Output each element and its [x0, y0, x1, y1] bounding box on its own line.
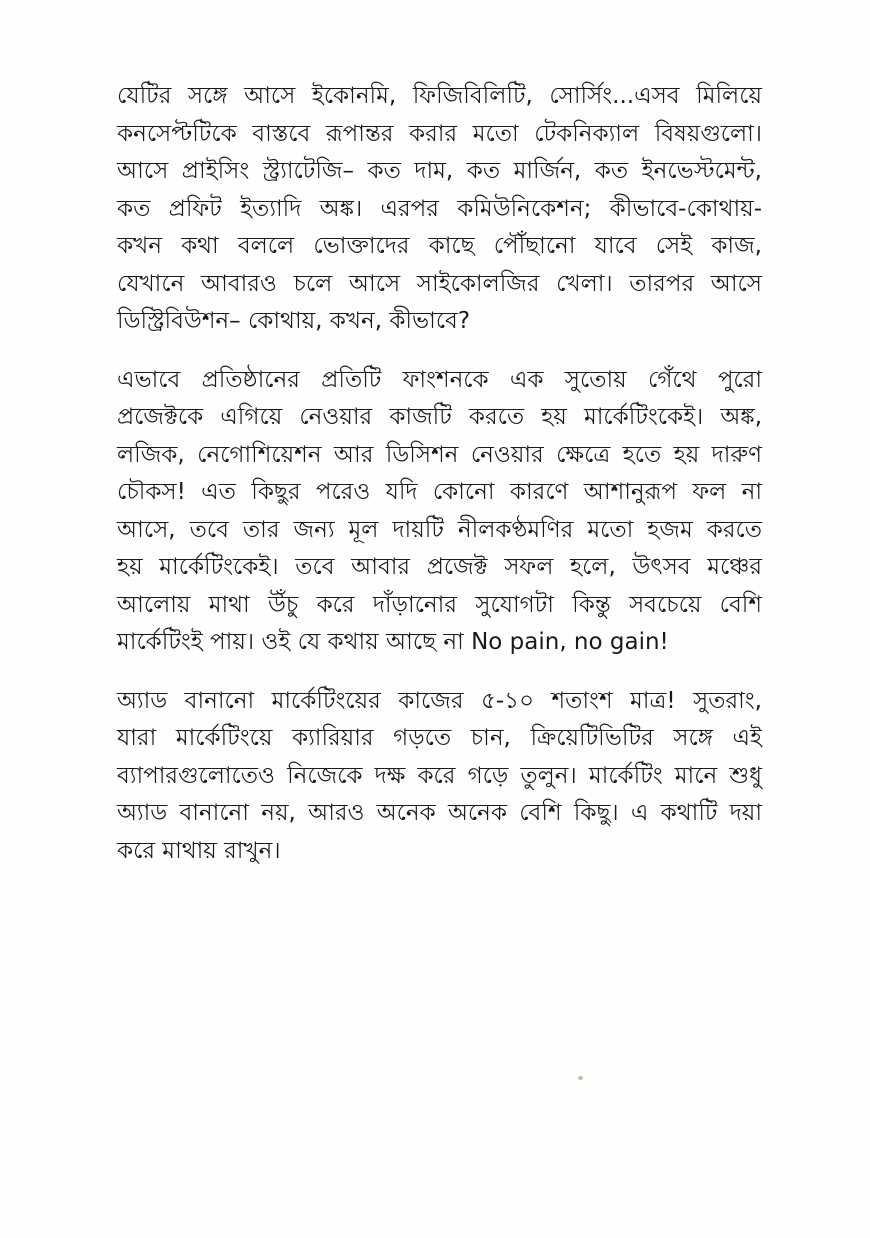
text-line: যেখানে আবারও চলে আসে সাইকোলজির খেলা। তারপর আসে	[117, 270, 762, 297]
text-line: লজিক, নেগোশিয়েশন আর ডিসিশন নেওয়ার ক্ষেত্রে হতে হয় দারুণ	[117, 441, 762, 468]
text-line: আসে প্রাইসিং স্ট্র্যাটেজি– কত দাম, কত মার্জিন, কত ইনভেস্টমেন্ট,	[117, 158, 762, 184]
paragraph-2	[117, 362, 762, 662]
text-line: আলোয় মাথা উঁচু করে দাঁড়ানোর সুযোগটা কিন্তু সবচেয়ে বেশি	[117, 591, 762, 618]
text-line: অ্যাড বানানো নয়, আরও অনেক অনেক বেশি কিছু। এ কথাটি দয়া	[117, 800, 762, 826]
paragraph-1	[117, 78, 762, 341]
paragraph-3	[117, 683, 762, 871]
text-line: ডিস্ট্রিবিউশন– কোথায়, কখন, কীভাবে?	[117, 308, 471, 334]
text-line: যারা মার্কেটিংয়ে ক্যারিয়ার গড়তে চান, ক্রিয়েটিভিটির সঙ্গে এই	[117, 725, 762, 751]
text-line: হয় মার্কেটিংকেই। তবে আবার প্রজেক্ট সফল হলে, উৎসব মঞ্চের	[117, 554, 762, 580]
text-line: মার্কেটিংই পায়। ওই যে কথায় আছে না No pain, no gain!	[117, 629, 669, 655]
text-line: এভাবে প্রতিষ্ঠানের প্রতিটি ফাংশনকে এক সুতোয় গেঁথে পুরো	[117, 366, 762, 393]
text-line: আসে, তবে তার জন্য মূল দায়টি নীলকণ্ঠমণির মতো হজম করতে	[117, 516, 762, 543]
text-line: কত প্রফিট ইত্যাদি অঙ্ক। এরপর কমিউনিকেশন; কীভাবে-কোথায়-	[117, 195, 762, 222]
body-text	[117, 78, 762, 891]
text-line: অ্যাড বানানো মার্কেটিংয়ের কাজের ৫-১০ শতাংশ মাত্র! সুতরাং,	[117, 687, 762, 714]
text-line: কনসেপ্টটিকে বাস্তবে রূপান্তর করার মতো টেকনিক্যাল বিষয়গুলো।	[117, 120, 762, 147]
text-line: কখন কথা বললে ভোক্তাদের কাছে পৌঁছানো যাবে সেই কাজ,	[117, 233, 762, 259]
text-line: যেটির সঙ্গে আসে ইকোনমি, ফিজিবিলিটি, সোর্সিং...এসব মিলিয়ে	[117, 83, 762, 109]
text-line: ব্যাপারগুলোতেও নিজেকে দক্ষ করে গড়ে তুলুন। মার্কেটিং মানে শুধু	[117, 762, 762, 789]
paper-speck	[578, 1076, 583, 1080]
text-line: চৌকস! এত কিছুর পরেও যদি কোনো কারণে আশানুরূপ ফল না	[117, 479, 762, 505]
text-line: প্রজেক্টকে এগিয়ে নেওয়ার কাজটি করতে হয় মার্কেটিংকেই। অঙ্ক,	[117, 404, 762, 430]
text-line: করে মাথায় রাখুন।	[117, 837, 281, 864]
